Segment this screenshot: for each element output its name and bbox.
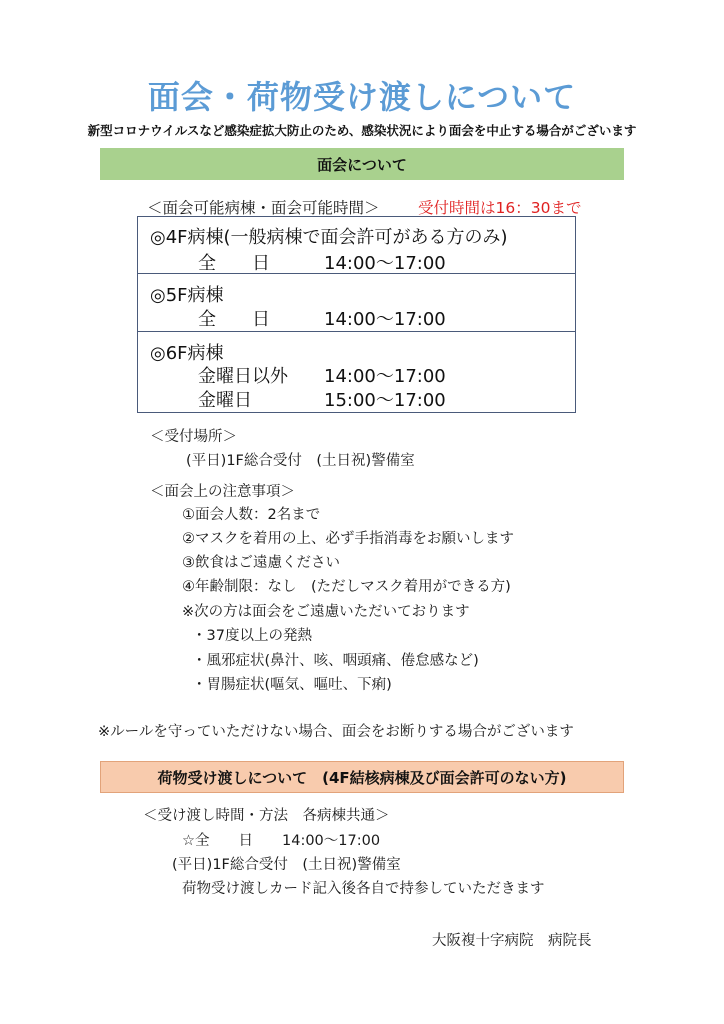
visit-note-1: ①面会人数：2名まで	[182, 507, 321, 523]
ward-6f-day-1: 金曜日以外	[198, 366, 288, 387]
refrain-item-2: ・風邪症状(鼻汁、咳、咽頭痛、倦怠感など)	[192, 653, 479, 669]
visit-section-label: 面会について	[317, 155, 407, 174]
ward-6f-time-2: 15:00～17:00	[324, 390, 446, 411]
ward-5f-time: 14:00～17:00	[324, 309, 446, 330]
ward-6f-day-2: 金曜日	[198, 390, 252, 411]
ward-6f-name: ◎6F病棟	[150, 343, 224, 364]
ward-4f-time: 14:00～17:00	[324, 253, 446, 274]
visit-hours-header: ＜面会可能病棟・面会可能時間＞	[147, 199, 380, 217]
ward-divider	[138, 331, 575, 332]
reception-place: (平日)1F総合受付 (土日祝)警備室	[186, 453, 415, 469]
ward-hours-table	[137, 216, 576, 413]
ward-4f-name: ◎4F病棟(一般病棟で面会許可がある方のみ)	[150, 227, 508, 248]
ward-6f-time-1: 14:00～17:00	[324, 366, 446, 387]
package-section-bar	[100, 761, 624, 793]
page-title: 面会・荷物受け渡しについて	[147, 78, 577, 116]
ward-5f-day: 全 日	[198, 309, 270, 330]
ward-4f-day: 全 日	[198, 253, 270, 274]
signature: 大阪複十字病院 病院長	[432, 933, 592, 949]
reception-time-note: 受付時間は16：30まで	[418, 199, 582, 217]
reception-place-header: ＜受付場所＞	[150, 429, 237, 445]
visit-section-bar	[100, 148, 624, 180]
page-subtitle: 新型コロナウイルスなど感染症拡大防止のため、感染状況により面会を中止する場合がございます	[87, 123, 637, 138]
rule-note: ※ルールを守っていただけない場合、面会をお断りする場合がございます	[98, 724, 574, 740]
refrain-item-1: ・37度以上の発熱	[192, 628, 312, 644]
package-time: ☆全 日 14:00～17:00	[182, 833, 381, 849]
package-section-label: 荷物受け渡しについて (4F結核病棟及び面会許可のない方)	[157, 768, 567, 787]
ward-5f-name: ◎5F病棟	[150, 285, 224, 306]
refrain-item-3: ・胃腸症状(嘔気、嘔吐、下痢)	[192, 677, 392, 693]
visit-note-4: ④年齢制限：なし (ただしマスク着用ができる方)	[182, 579, 511, 595]
package-header: ＜受け渡し時間・方法 各病棟共通＞	[143, 808, 390, 824]
refrain-header: ※次の方は面会をご遠慮いただいております	[182, 604, 470, 620]
visit-note-3: ③飲食はご遠慮ください	[182, 555, 340, 571]
package-place: (平日)1F総合受付 (土日祝)警備室	[172, 857, 401, 873]
visit-note-2: ②マスクを着用の上、必ず手指消毒をお願いします	[182, 531, 514, 547]
package-method: 荷物受け渡しカード記入後各自で持参していただきます	[182, 881, 545, 897]
visit-notes-header: ＜面会上の注意事項＞	[150, 484, 295, 500]
